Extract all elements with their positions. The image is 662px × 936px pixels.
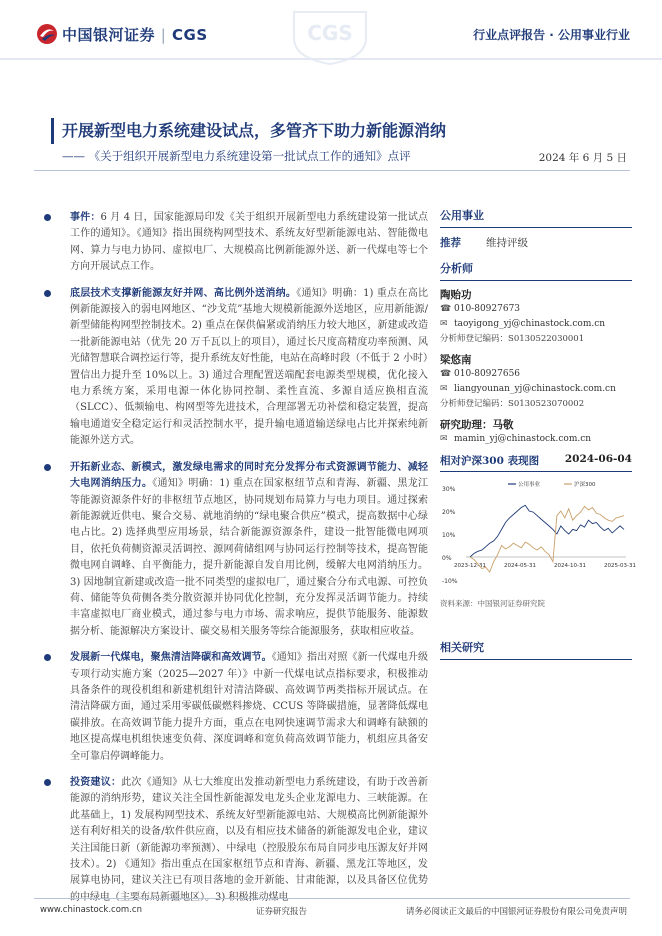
series-line (470, 505, 624, 557)
bullet-dot-icon (44, 464, 51, 471)
brand-logo: 中国银河证券 | CGS (62, 26, 208, 44)
assistant-email[interactable]: ✉ mamin_yj@chinastock.com.cn (440, 432, 632, 447)
bullet-dot-icon (44, 654, 51, 661)
rating-row (440, 235, 632, 250)
bullet-text: 此次《通知》从七大维度出发推动新型电力系统建设，有助于改善新能源的消纳形势，建议关注全国性新能源发电龙头企业龙源电力、三峡能源。在此基础上，1) 发展构网型技术、系统友好型新能源电站、大规模高比例新能源外送有利好相关的设备/软件供应商，以及有相应技术储备的新能源发电企业，建议关注国能日新（新能源功率预测）、中绿电（控股股东布局自同步电压源友好并网技术）。2) 《通知》指出重点在国家枢纽节点和青海、新疆、黑龙江等地区，发展算电协同，建议关注已有项目落地的金开新能、甘肃能源，以及具备区位优势 (70, 777, 429, 887)
phone-icon: ☎ (440, 304, 452, 314)
rating-value: 维持评级 (486, 237, 528, 249)
report-body (40, 210, 428, 916)
analyst-email[interactable]: ✉ taoyigong_yj@chinastock.com.cn (440, 317, 632, 332)
analyst-email[interactable]: ✉ liangyounan_yj@chinastock.com.cn (440, 382, 632, 397)
analyst-name: 梁悠南 (440, 354, 472, 366)
analyst-reg: 分析师登记编码：S0130523070002 (440, 399, 585, 409)
bullet-text: 6 月 4 日，国家能源局印发《关于组织开展新型电力系统建设第一批试点工作的通知》。《通知》指出围绕构网型技术、系统友好型新能源电站、智能微电网、算力与电力协同、虚拟电厂、大规模高比例新能源外送、新一代煤电等七个方向开展试点工作。 (70, 212, 429, 273)
bullet-text: 《通知》指出对照《新一代煤电升级专项行动实施方案（2025—2027 年）》中新一代煤电试点指标要求，积极推动具备条件的现役机组和新建机组针对清洁降碳、高效调节两类指标开展试点。在清洁降碳方面，通过采用零碳低碳燃料掺烧、CCUS 等降碳措施，显著降低煤电碳排放。在高效调节能力提升方面，重点在电网快速调节需求大和调峰有缺额的地区提高煤电机组快速变负荷、深度调峰和宽负荷高效调节能力，机组应具备安全可靠启停调峰能力。 (70, 652, 429, 762)
footer-divider (34, 898, 630, 899)
rating-label: 推荐 (440, 237, 461, 249)
chart-date: 2024-06-04 (564, 453, 632, 465)
analyst-heading: 分析师 (440, 260, 632, 281)
cgs-logo-icon (36, 23, 58, 45)
chart-header (440, 453, 632, 472)
watermark-logo (286, 6, 374, 66)
page-subtitle: —— 《关于组织开展新型电力系统建设第一批试点工作的通知》点评 (62, 149, 411, 163)
assistant-name: 研究助理：马敬 (440, 419, 514, 431)
bullet-lead: 事件： (70, 212, 101, 223)
footer-disclaimer: 请务必阅读正文最后的中国银河证券股份有限公司免责声明 (405, 907, 627, 917)
x-tick-label: 2024-10-31 (554, 563, 586, 569)
chart-title: 相对沪深300 表现图 (440, 455, 540, 467)
analyst-phone: ☎ 010-80927673 (440, 302, 632, 317)
series-line (470, 506, 624, 572)
brand-name-en: CGS (172, 26, 208, 44)
bullet-investment (40, 775, 428, 906)
bullet-tech (40, 286, 428, 450)
industry-heading: 公用事业 (440, 207, 632, 228)
bullet-lead: 开拓新业态、新模式，激发绿电需求的同时充分发挥分布式资源调节能力、减轻大电网消纳压力。 (70, 461, 428, 490)
mail-icon: ✉ (440, 319, 448, 329)
bullet-dot-icon (44, 214, 51, 221)
analyst-reg: 分析师登记编码：S0130522030001 (440, 334, 585, 344)
legend-label: 沪深300 (574, 482, 596, 488)
report-date: 2024 年 6 月 5 日 (538, 152, 627, 164)
bullet-dot-icon (44, 779, 51, 786)
y-tick-label: -10% (442, 578, 458, 585)
svg-text:CGS: CGS (307, 21, 353, 45)
footer-website[interactable]: www.chinastock.com.cn (40, 905, 142, 915)
mail-icon: ✉ (440, 434, 448, 444)
brand-name-cn: 中国银河证券 (62, 26, 156, 44)
x-tick-label: 2024-05-31 (504, 563, 536, 569)
title-accent-bar (51, 118, 54, 144)
bullet-text: 《通知》明确：1) 重点在高比例新能源接入的弱电网地区、“沙戈荒”基地大规模新能源外送地区，应用新能源/新型储能构网型控制技术。2) 重点在保供偏紧或消纳压力较大地区，新建或改造一批新能源电站（优先 20 万千瓦以上的项目），通过长尺度高精度功率预测、风光储智慧联合调控运行等，提升系统友好性能，电站在高峰时段（不低于 2 小时）置信出力提升至 10%以上。3) 通过合理配置送端配套电源类型规模，优化接入电力系统方案，采用电源一体化协同控制、柔性直流、多源自适应换相直流（SLCC）、低频输电、构网型等先进技术，合理部署无功补偿和稳定装置，提高输电通道安全稳定运行和灵活控制水平，提升输电通道输送绿电占比并探索纯新能源外送方式。 (70, 287, 428, 447)
y-tick-label: 10% (442, 532, 456, 539)
x-tick-label: 2023-12-31 (454, 563, 486, 569)
analyst-phone: ☎ 010-80927656 (440, 367, 632, 382)
chart-source: 资料来源：中国银河证券研究院 (440, 599, 545, 608)
related-research-heading: 相关研究 (440, 639, 632, 660)
bullet-lead: 投资建议： (70, 777, 122, 788)
bullet-lead: 发展新一代煤电，聚焦清洁降碳和高效调节。 (70, 652, 272, 664)
legend-label: 公用事业 (518, 482, 541, 488)
header-divider (0, 58, 662, 60)
bullet-new-business (40, 460, 428, 640)
page-title: 开展新型电力系统建设试点，多管齐下助力新能源消纳 (62, 121, 447, 140)
mail-icon: ✉ (440, 384, 448, 394)
footer-label: 证券研究报告 (256, 907, 308, 917)
bullet-lead: 底层技术支撑新能源友好并网、高比例外送消纳。 (70, 287, 297, 299)
bullet-dot-icon (44, 290, 51, 297)
bullet-event (40, 210, 428, 276)
x-tick-label: 2025-03-31 (604, 563, 636, 569)
y-tick-label: 30% (442, 486, 456, 493)
bullet-coal-power (40, 650, 428, 765)
y-tick-label: 0% (442, 555, 452, 562)
phone-icon: ☎ (440, 369, 452, 379)
analyst-name: 陶贻功 (440, 289, 472, 301)
relative-performance-chart (440, 476, 636, 594)
sidebar (440, 207, 636, 660)
title-divider (34, 170, 630, 171)
y-tick-label: 20% (442, 509, 456, 516)
bullet-text: 《通知》明确：1) 重点在国家枢纽节点和青海、新疆、黑龙江等能源资源条件好的非枢纽节点地区，协同规划布局算力与电力项目。通过探索新能源就近供电、聚合交易、就地消纳的“绿电聚合供应”模式，提高数据中心绿电占比。2) 选择典型应用场景，结合新能源资源条件，建设一批智能微电网项目，依托负荷侧资源灵活调控、源网荷储组网与协同运行控制等技术，提高智能微电网自调峰、自平衡能力，提升新能源自发自用比例，缓解大电网消纳压力。3) 因地制宜新建或改造一批不同类型的虚拟电厂，通过聚合分布式电源、可控负荷、储能等负荷侧各类分散资源并协同优化控制，充分发挥灵活调节能力。持续丰富虚拟电厂商业模式，通过参与电力市场、需求响应，提供节能服务、能源数据分析、能源解决方案设计、碳交易相关服务等综合能源服务，获取相应收益。 (70, 478, 428, 637)
report-type: 行业点评报告 · 公用事业行业 (473, 28, 630, 42)
